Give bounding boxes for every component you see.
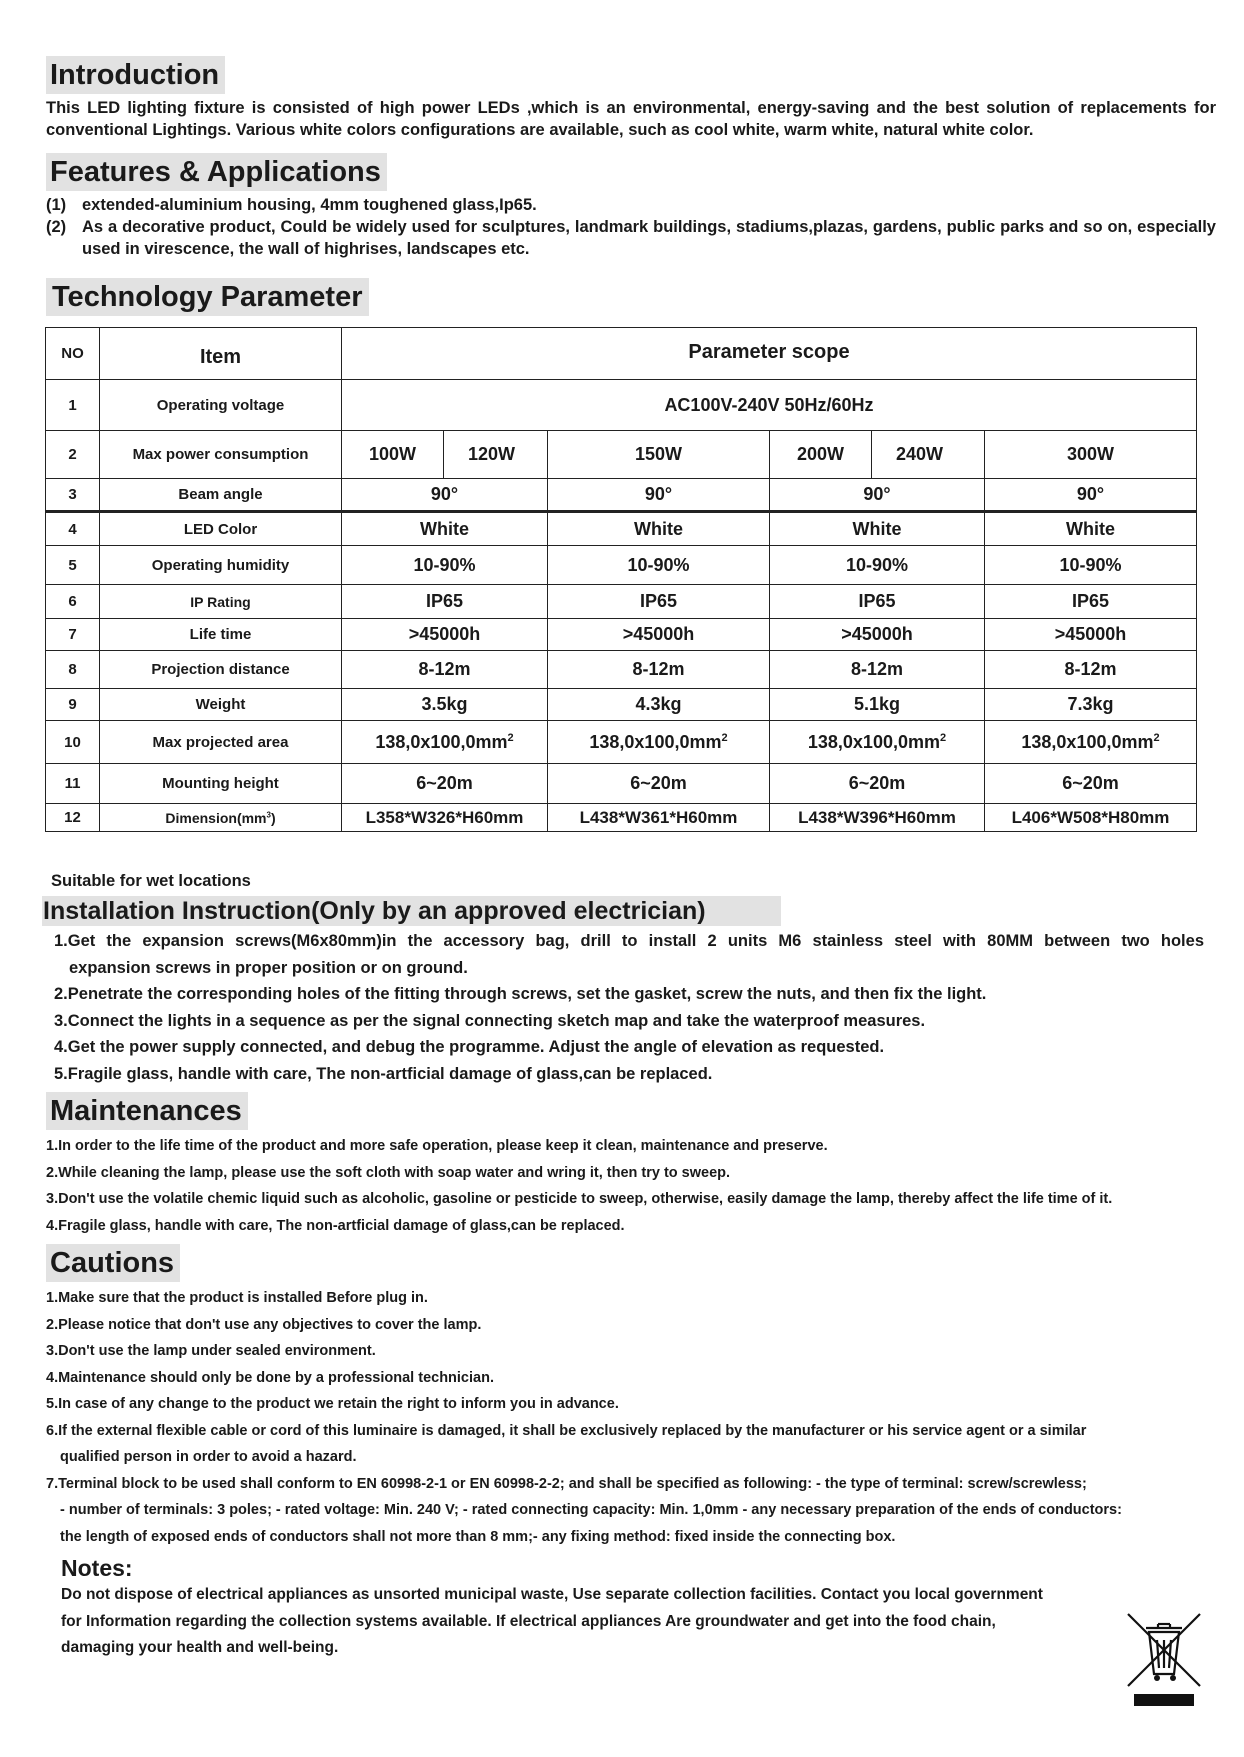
feature-number: (1) (46, 196, 67, 214)
row-item: Operating voltage (100, 380, 342, 431)
row-value: >45000h (770, 619, 985, 651)
row-item: Life time (100, 619, 342, 651)
tech-section (46, 278, 369, 316)
row-value: AC100V-240V 50Hz/60Hz (342, 380, 1197, 431)
area-superscript: 2 (721, 731, 728, 744)
dimension-superscript: 3 (266, 809, 271, 819)
row-value: >45000h (342, 619, 548, 651)
maintenance-item: 1.In order to the life time of the product and more safe operation, please keep it clean, maintenance and preserve. (46, 1138, 828, 1154)
row-value: 100W (342, 431, 444, 479)
feature-text: As a decorative product, Could be widely used for sculptures, landmark buildings, stadiums,plazas, gardens, public parks and so on, especially used in virescence, the wall of highrises, landscapes etc. (82, 218, 1216, 258)
row-value: IP65 (985, 585, 1197, 619)
row-value: 10-90% (985, 546, 1197, 585)
caution-item: - number of terminals: 3 poles; - rated voltage: Min. 240 V; - rated connecting capacity: Min. 1,0mm - any necessary preparation of the ends of conductors: (60, 1502, 1122, 1518)
row-value: 90° (985, 479, 1197, 512)
caution-item: 3.Don't use the lamp under sealed environment. (46, 1343, 376, 1359)
row-no: 4 (46, 512, 100, 546)
crossed-bin-icon (1124, 1608, 1204, 1708)
row-value: 10-90% (548, 546, 770, 585)
header-item: Item (100, 328, 342, 380)
row-no: 3 (46, 479, 100, 512)
row-value: IP65 (342, 585, 548, 619)
table-header-row (46, 328, 1197, 380)
caution-item: 1.Make sure that the product is installed Before plug in. (46, 1290, 428, 1306)
row-item: LED Color (100, 512, 342, 546)
row-value (985, 721, 1197, 764)
row-value: 6~20m (770, 764, 985, 804)
area-value: 138,0x100,0mm (375, 731, 508, 752)
feature-text: extended-aluminium housing, 4mm toughened glass,Ip65. (82, 196, 537, 214)
cautions-heading: Cautions (46, 1244, 180, 1282)
caution-item: 5.In case of any change to the product we retain the right to inform you in advance. (46, 1396, 619, 1412)
area-value: 138,0x100,0mm (589, 731, 722, 752)
maintenance-item: 3.Don't use the volatile chemic liquid such as alcoholic, gasoline or pesticide to sweep, otherwise, easily damage the lamp, thereby affect the life time of it. (46, 1191, 1113, 1207)
row-value: 6~20m (342, 764, 548, 804)
tech-heading: Technology Parameter (46, 278, 369, 316)
install-item: 3.Connect the lights in a sequence as per the signal connecting sketch map and take the waterproof measures. (54, 1011, 926, 1030)
row-item: Max projected area (100, 721, 342, 764)
row-value: White (770, 512, 985, 546)
row-item: Max power consumption (100, 431, 342, 479)
row-no: 2 (46, 431, 100, 479)
row-value (548, 721, 770, 764)
install-item: 1.Get the expansion screws(M6x80mm)in the accessory bag, drill to install 2 units M6 stainless steel with 80MM between two holes (54, 932, 1204, 950)
table-row (46, 721, 1197, 764)
row-item: Mounting height (100, 764, 342, 804)
cautions-list (46, 1285, 1236, 1550)
parameter-table (45, 327, 1197, 832)
features-list (46, 194, 1216, 260)
caution-item: 4.Maintenance should only be done by a professional technician. (46, 1369, 494, 1386)
table-row (46, 585, 1197, 619)
row-value (770, 721, 985, 764)
row-no: 1 (46, 380, 100, 431)
install-item: 2.Penetrate the corresponding holes of the fitting through screws, set the gasket, screw the nuts, and then fix the light. (54, 985, 987, 1003)
row-value: 10-90% (342, 546, 548, 585)
wet-locations-note: Suitable for wet locations (51, 872, 251, 890)
row-item: Operating humidity (100, 546, 342, 585)
area-value: 138,0x100,0mm (1021, 731, 1154, 752)
intro-text: This LED lighting fixture is consisted of high power LEDs ,which is an environmental, energy-saving and the best solution of replacements for conventional Lightings. Various white colors configurations are available, such as cool white, warm white, natural white color. (46, 99, 1216, 139)
caution-item: 2.Please notice that don't use any objectives to cover the lamp. (46, 1316, 482, 1333)
row-no: 9 (46, 689, 100, 721)
row-value: IP65 (770, 585, 985, 619)
row-value: 8-12m (770, 651, 985, 689)
install-item: expansion screws in proper position or on ground. (69, 958, 468, 977)
maintenance-heading: Maintenances (46, 1092, 248, 1130)
row-value: 200W (770, 431, 872, 479)
row-value: 90° (770, 479, 985, 512)
table-row (46, 512, 1197, 546)
row-value: White (985, 512, 1197, 546)
row-value: 120W (444, 431, 548, 479)
feature-item (46, 216, 1216, 260)
header-no: NO (46, 328, 100, 380)
table-row (46, 764, 1197, 804)
row-value: 240W (872, 431, 985, 479)
maintenance-item: 4.Fragile glass, handle with care, The non-artficial damage of glass,can be replaced. (46, 1217, 625, 1234)
row-no: 5 (46, 546, 100, 585)
notes-line: damaging your health and well-being. (61, 1639, 339, 1656)
maintenance-section (46, 1092, 1226, 1239)
row-value: 300W (985, 431, 1197, 479)
row-no: 7 (46, 619, 100, 651)
dimension-label: Dimension(mm (165, 809, 267, 826)
row-item (100, 804, 342, 832)
table-row (46, 431, 1197, 479)
row-value: 4.3kg (548, 689, 770, 721)
row-value: 150W (548, 431, 770, 479)
row-value (342, 721, 548, 764)
install-heading: Installation Instruction(Only by an approved electrician) (42, 896, 781, 926)
row-value: White (342, 512, 548, 546)
area-superscript: 2 (507, 731, 514, 744)
row-item: IP Rating (100, 585, 342, 619)
row-value: 7.3kg (985, 689, 1197, 721)
row-no: 8 (46, 651, 100, 689)
row-item: Beam angle (100, 479, 342, 512)
header-parameter-scope: Parameter scope (342, 328, 1197, 380)
row-no: 6 (46, 585, 100, 619)
area-superscript: 2 (1153, 731, 1160, 744)
maintenance-list (46, 1133, 1226, 1239)
caution-item: 7.Terminal block to be used shall conform to EN 60998-2-1 or EN 60998-2-2; and shall be specified as following: - the type of terminal: screw/screwless; (46, 1475, 1087, 1492)
table-row (46, 546, 1197, 585)
row-no: 11 (46, 764, 100, 804)
row-value: L406*W508*H80mm (985, 804, 1197, 832)
row-value: 6~20m (548, 764, 770, 804)
row-value: 90° (548, 479, 770, 512)
features-section (46, 153, 1216, 260)
row-value: L358*W326*H60mm (342, 804, 548, 832)
table-row (46, 619, 1197, 651)
install-list (42, 928, 1222, 1087)
area-value: 138,0x100,0mm (807, 731, 940, 752)
feature-item (46, 194, 1216, 216)
row-value: >45000h (548, 619, 770, 651)
row-item: Projection distance (100, 651, 342, 689)
maintenance-item: 2.While cleaning the lamp, please use the soft cloth with soap water and wring it, then try to sweep. (46, 1164, 731, 1181)
notes-line: Do not dispose of electrical appliances as unsorted municipal waste, Use separate collection facilities. Contact you local government (61, 1586, 1043, 1603)
table-row (46, 479, 1197, 512)
row-value: L438*W361*H60mm (548, 804, 770, 832)
row-value: 8-12m (342, 651, 548, 689)
feature-number: (2) (46, 218, 67, 236)
caution-item: 6.If the external flexible cable or cord of this luminaire is damaged, it shall be exclusively replaced by the manufacturer or his service agent or a similar (46, 1422, 1087, 1439)
table-row (46, 380, 1197, 431)
row-value: >45000h (985, 619, 1197, 651)
cautions-section (46, 1244, 1236, 1550)
area-superscript: 2 (939, 731, 947, 744)
intro-section (46, 56, 1216, 141)
row-value: 5.1kg (770, 689, 985, 721)
intro-heading: Introduction (46, 56, 225, 94)
notes-section (61, 1554, 1121, 1662)
row-value: White (548, 512, 770, 546)
caution-item: qualified person in order to avoid a hazard. (60, 1449, 357, 1465)
install-item: 5.Fragile glass, handle with care, The non-artficial damage of glass,can be replaced. (54, 1064, 713, 1083)
row-value: 8-12m (985, 651, 1197, 689)
install-item: 4.Get the power supply connected, and debug the programme. Adjust the angle of elevation as requested. (54, 1038, 885, 1056)
row-no: 12 (46, 804, 100, 832)
row-value: L438*W396*H60mm (770, 804, 985, 832)
table-row (46, 689, 1197, 721)
notes-heading: Notes: (61, 1555, 133, 1581)
row-item: Weight (100, 689, 342, 721)
row-value: 10-90% (770, 546, 985, 585)
features-heading: Features & Applications (46, 153, 387, 191)
install-section (42, 896, 1222, 1087)
table-row (46, 651, 1197, 689)
notes-line: for Information regarding the collection systems available. If electrical appliances Are groundwater and get into the food chain, (61, 1612, 996, 1630)
row-value: 6~20m (985, 764, 1197, 804)
row-value: 3.5kg (342, 689, 548, 721)
caution-item: the length of exposed ends of conductors shall not more than 8 mm;- any fixing method: fixed inside the connecting box. (60, 1528, 896, 1545)
row-no: 10 (46, 721, 100, 764)
table-row (46, 804, 1197, 832)
dimension-label-end: ) (270, 809, 276, 826)
row-value: 90° (342, 479, 548, 512)
row-value: IP65 (548, 585, 770, 619)
row-value: 8-12m (548, 651, 770, 689)
